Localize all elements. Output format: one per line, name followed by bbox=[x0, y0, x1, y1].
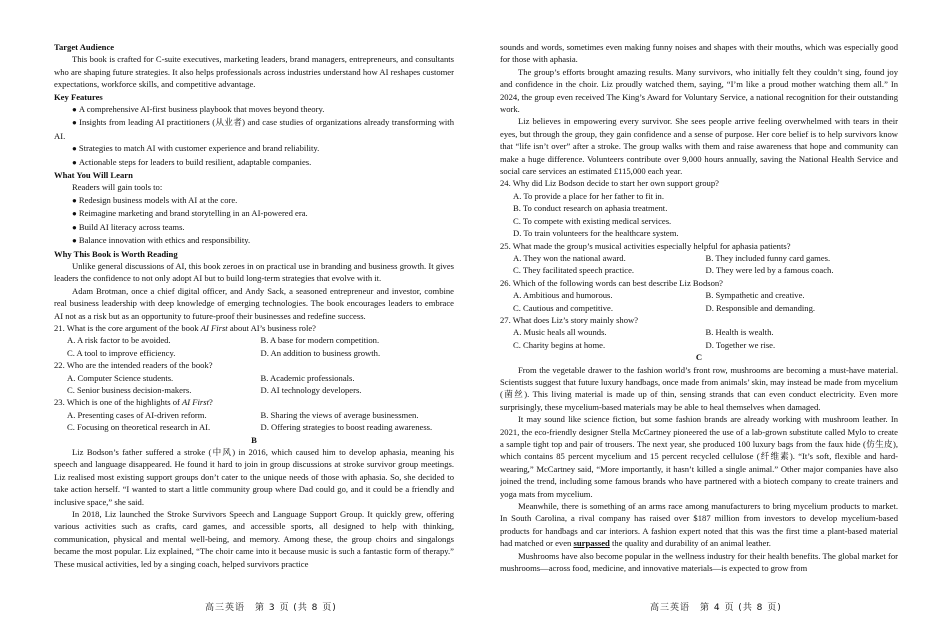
question-22-options bbox=[54, 372, 454, 397]
passage-b-paragraph-3: The group’s efforts brought amazing results. Many survivors, who initially felt they couldn’t sing, found joy and confidence in the choir. Liz proudly watched them, saying, “I’m like a proud mother watching them all.” In 2024, the group even received The King’s Award for Voluntary Service, a national recognition for their outstanding work. bbox=[500, 66, 898, 115]
learn-item: ● Balance innovation with ethics and responsibility. bbox=[54, 234, 454, 247]
option-d: D. Responsible and demanding. bbox=[705, 302, 816, 313]
option-b: B. Sharing the views of average businessmen. bbox=[260, 409, 419, 420]
right-column bbox=[500, 41, 898, 596]
option-b: B. They included funny card games. bbox=[705, 252, 831, 263]
option-a: A. Ambitious and humorous. bbox=[513, 290, 613, 301]
option-a: A. A risk factor to be avoided. bbox=[67, 335, 171, 346]
learn-item: ● Reimagine marketing and brand storytelling in an AI-powered era. bbox=[54, 207, 454, 220]
target-audience-heading: Target Audience bbox=[54, 42, 115, 52]
passage-c-paragraph-3: Meanwhile, there is something of an arms race among manufacturers to bring mycelium products to market. In South Carolina, a rival company has raised over $187 million from investors to develop mycelium-based products for handbags and car interiors. A fashion expert noted that this was the first time a plant-based material had matched or even surpassed the quality and durability of an animal leather. bbox=[500, 501, 898, 549]
passage-c-paragraph-4: Mushrooms have also become popular in the wellness industry for their health benefits. The global market for mushrooms—across food, medicine, and innovative materials—is expected to grow from bbox=[500, 550, 898, 574]
option-c: C. They facilitated speech practice. bbox=[513, 265, 635, 276]
question-26-stem: 26. Which of the following words can best describe Liz Bodson? bbox=[500, 277, 723, 288]
option-b: B. Academic professionals. bbox=[260, 372, 355, 383]
option-c: C. Senior business decision-makers. bbox=[67, 384, 192, 395]
option-a: A. Music heals all wounds. bbox=[513, 327, 607, 338]
option-c: C. Cautious and competitive. bbox=[513, 302, 614, 313]
key-feature-item: ● Strategies to match AI with customer experience and brand reliability. bbox=[54, 142, 454, 155]
why-worth-heading: Why This Book is Worth Reading bbox=[54, 248, 178, 259]
key-feature-item: ● Actionable steps for leaders to build resilient, adaptable companies. bbox=[54, 156, 454, 169]
key-feature-item: ● A comprehensive AI-first business playbook that moves beyond theory. bbox=[54, 103, 454, 116]
option-d: D. They were led by a famous coach. bbox=[705, 265, 834, 276]
question-22-stem: 22. Who are the intended readers of the book? bbox=[54, 360, 213, 371]
passage-b-paragraph-1: Liz Bodson’s father suffered a stroke (中风) in 2016, which caused him to develop aphasia, meaning his speech and language disappeared. He found it hard to join in group discussions at stroke survivor group meetings. Liz realised most existing support groups don’t cater to the unique needs of those with aphasia. So, she decided to take action herself. “I wanted to start a little community group where Dad could go, and it could be a friendly and inclusive space,” she said. bbox=[54, 447, 454, 507]
section-c-label: C bbox=[695, 352, 703, 363]
learn-item: ● Redesign business models with AI at the core. bbox=[54, 194, 454, 207]
target-audience-text: This book is crafted for C-suite executives, marketing leaders, brand managers, entrepreneurs, and consultants who are shaping future strategies. It also helps professionals across industries understand how AI reshapes customer expectations, workforce skills, and competitive advantage. bbox=[54, 54, 454, 90]
option-c: C. Charity begins at home. bbox=[513, 339, 606, 350]
why-paragraph-1: Unlike general discussions of AI, this book zeroes in on practical use in branding and business growth. It gives leaders the confidence to not only adopt AI but to build long-term strategies that evolve with it. bbox=[54, 260, 454, 284]
option-d: D. AI technology developers. bbox=[260, 384, 362, 395]
question-24-options bbox=[500, 190, 898, 240]
option-b: B. Health is wealth. bbox=[705, 327, 774, 338]
page-footer-right: 高三英语 第 4 页 (共 8 页) bbox=[650, 603, 782, 613]
option-b: B. Sympathetic and creative. bbox=[705, 290, 805, 301]
section-b-label: B bbox=[251, 434, 257, 445]
learn-item: ● Build AI literacy across teams. bbox=[54, 221, 454, 234]
option-d: D. Offering strategies to boost reading awareness. bbox=[260, 422, 433, 433]
passage-c-paragraph-2: It may sound like science fiction, but some fashion brands are already working with mushroom leather. In 2021, the eco-friendly designer Stella McCartney pioneered the use of a lab-grown substitute called Mylo to create a sample tight top and pair of trousers. The next year, she produced 100 luxury bags from the faux hide (仿生皮), which contains 85 percent mycelium and 15 percent recycled cellulose (纤维素). “It’s soft, flexible and hard-wearing,” McCartney said, “More importantly, it hasn’t killed a single animal.” Other major companies have also joined the trend, including some famous brands who have partnered with a biotech company to create trainers and yoga mats from mycelium. bbox=[500, 414, 898, 499]
passage-c-paragraph-1: From the vegetable drawer to the fashion world’s front row, mushrooms are becoming a must-have material. Scientists suggest that future luxury handbags, once made from animals’ skin, may instead be made from mycelium (菌丝). This living material is made up of thin, sensing strands that can even conduct electricity. Even more surprisingly, these mycelium-based materials may be able to heal themselves when damaged. bbox=[500, 364, 898, 412]
question-27-options bbox=[500, 326, 898, 351]
option-a: A. They won the national award. bbox=[513, 252, 626, 263]
option-c: C. Focusing on theoretical research in AI. bbox=[67, 422, 211, 433]
option-a: A. Computer Science students. bbox=[67, 372, 174, 383]
option-b: B. To conduct research on aphasia treatment. bbox=[513, 203, 668, 214]
question-24-stem: 24. Why did Liz Bodson decide to start her own support group? bbox=[500, 178, 719, 189]
option-a: A. To provide a place for her father to fit in. bbox=[513, 190, 665, 201]
question-26-options bbox=[500, 289, 898, 314]
passage-b-paragraph-2: In 2018, Liz launched the Stroke Survivors Speech and Language Support Group. It quickly grew, offering various activities such as crafts, card games, and accessible sports, all designed to help with thinking, communication, physical and mental well-being, and memory. Among these, the group choirs and singalongs became the most popular. Liz explained, “The choir came into it because music is such a fantastic form of therapy.” These musical activities, led by a singing coach, helped survivors practice bbox=[54, 509, 454, 569]
option-d: D. To train volunteers for the healthcare system. bbox=[513, 228, 679, 239]
option-d: D. Together we rise. bbox=[705, 339, 776, 350]
question-21-stem: 21. What is the core argument of the book AI First about AI’s business role? bbox=[54, 322, 316, 333]
passage-b-paragraph-4: Liz believes in empowering every survivor. She sees people arrive feeling overwhelmed with tears in their eyes, but through the group, they gain confidence and a sense of purpose. Her core belief is to help survivors know that “life isn’t over” after a stroke. The group walks with them and raise awareness that hope and community can make a huge difference. Volunteers contribute over 9,000 hours annually, saving the National Health Service and social care services an estimated £115,000 each year. bbox=[500, 116, 898, 177]
option-a: A. Presenting cases of AI-driven reform. bbox=[67, 409, 207, 420]
underlined-word: surpassed bbox=[573, 538, 610, 549]
option-b: B. A base for modern competition. bbox=[260, 335, 380, 346]
key-features-heading: Key Features bbox=[54, 91, 103, 102]
left-column bbox=[54, 41, 454, 596]
learn-intro: Readers will gain tools to: bbox=[72, 182, 163, 193]
passage-b-continued: sounds and words, sometimes even making funny noises and shapes with their mouths, which was especially good for those with aphasia. bbox=[500, 42, 898, 65]
option-c: C. To compete with existing medical services. bbox=[513, 215, 672, 226]
question-25-options bbox=[500, 252, 898, 277]
question-25-stem: 25. What made the group’s musical activities especially helpful for aphasia patients? bbox=[500, 240, 791, 251]
question-23-options bbox=[54, 409, 454, 434]
option-d: D. An addition to business growth. bbox=[260, 347, 381, 358]
what-you-learn-heading: What You Will Learn bbox=[54, 170, 133, 181]
key-feature-item: ● Insights from leading AI practitioners (从业者) and case studies of organizations already transforming with AI. bbox=[54, 116, 454, 142]
question-21-options bbox=[54, 334, 454, 359]
page-footer-left: 高三英语 第 3 页 (共 8 页) bbox=[205, 603, 337, 613]
question-23-stem: 23. Which is one of the highlights of AI First? bbox=[54, 397, 213, 408]
option-c: C. A tool to improve efficiency. bbox=[67, 347, 176, 358]
why-paragraph-2: Adam Brotman, once a chief digital officer, and Andy Sack, a seasoned entrepreneur and investor, combine real business leadership with deep knowledge of emerging technologies. The book encourages leaders to embrace AI not as a risk but as an opportunity to future-proof their businesses and redefine success. bbox=[54, 285, 454, 321]
question-27-stem: 27. What does Liz’s story mainly show? bbox=[500, 314, 639, 325]
